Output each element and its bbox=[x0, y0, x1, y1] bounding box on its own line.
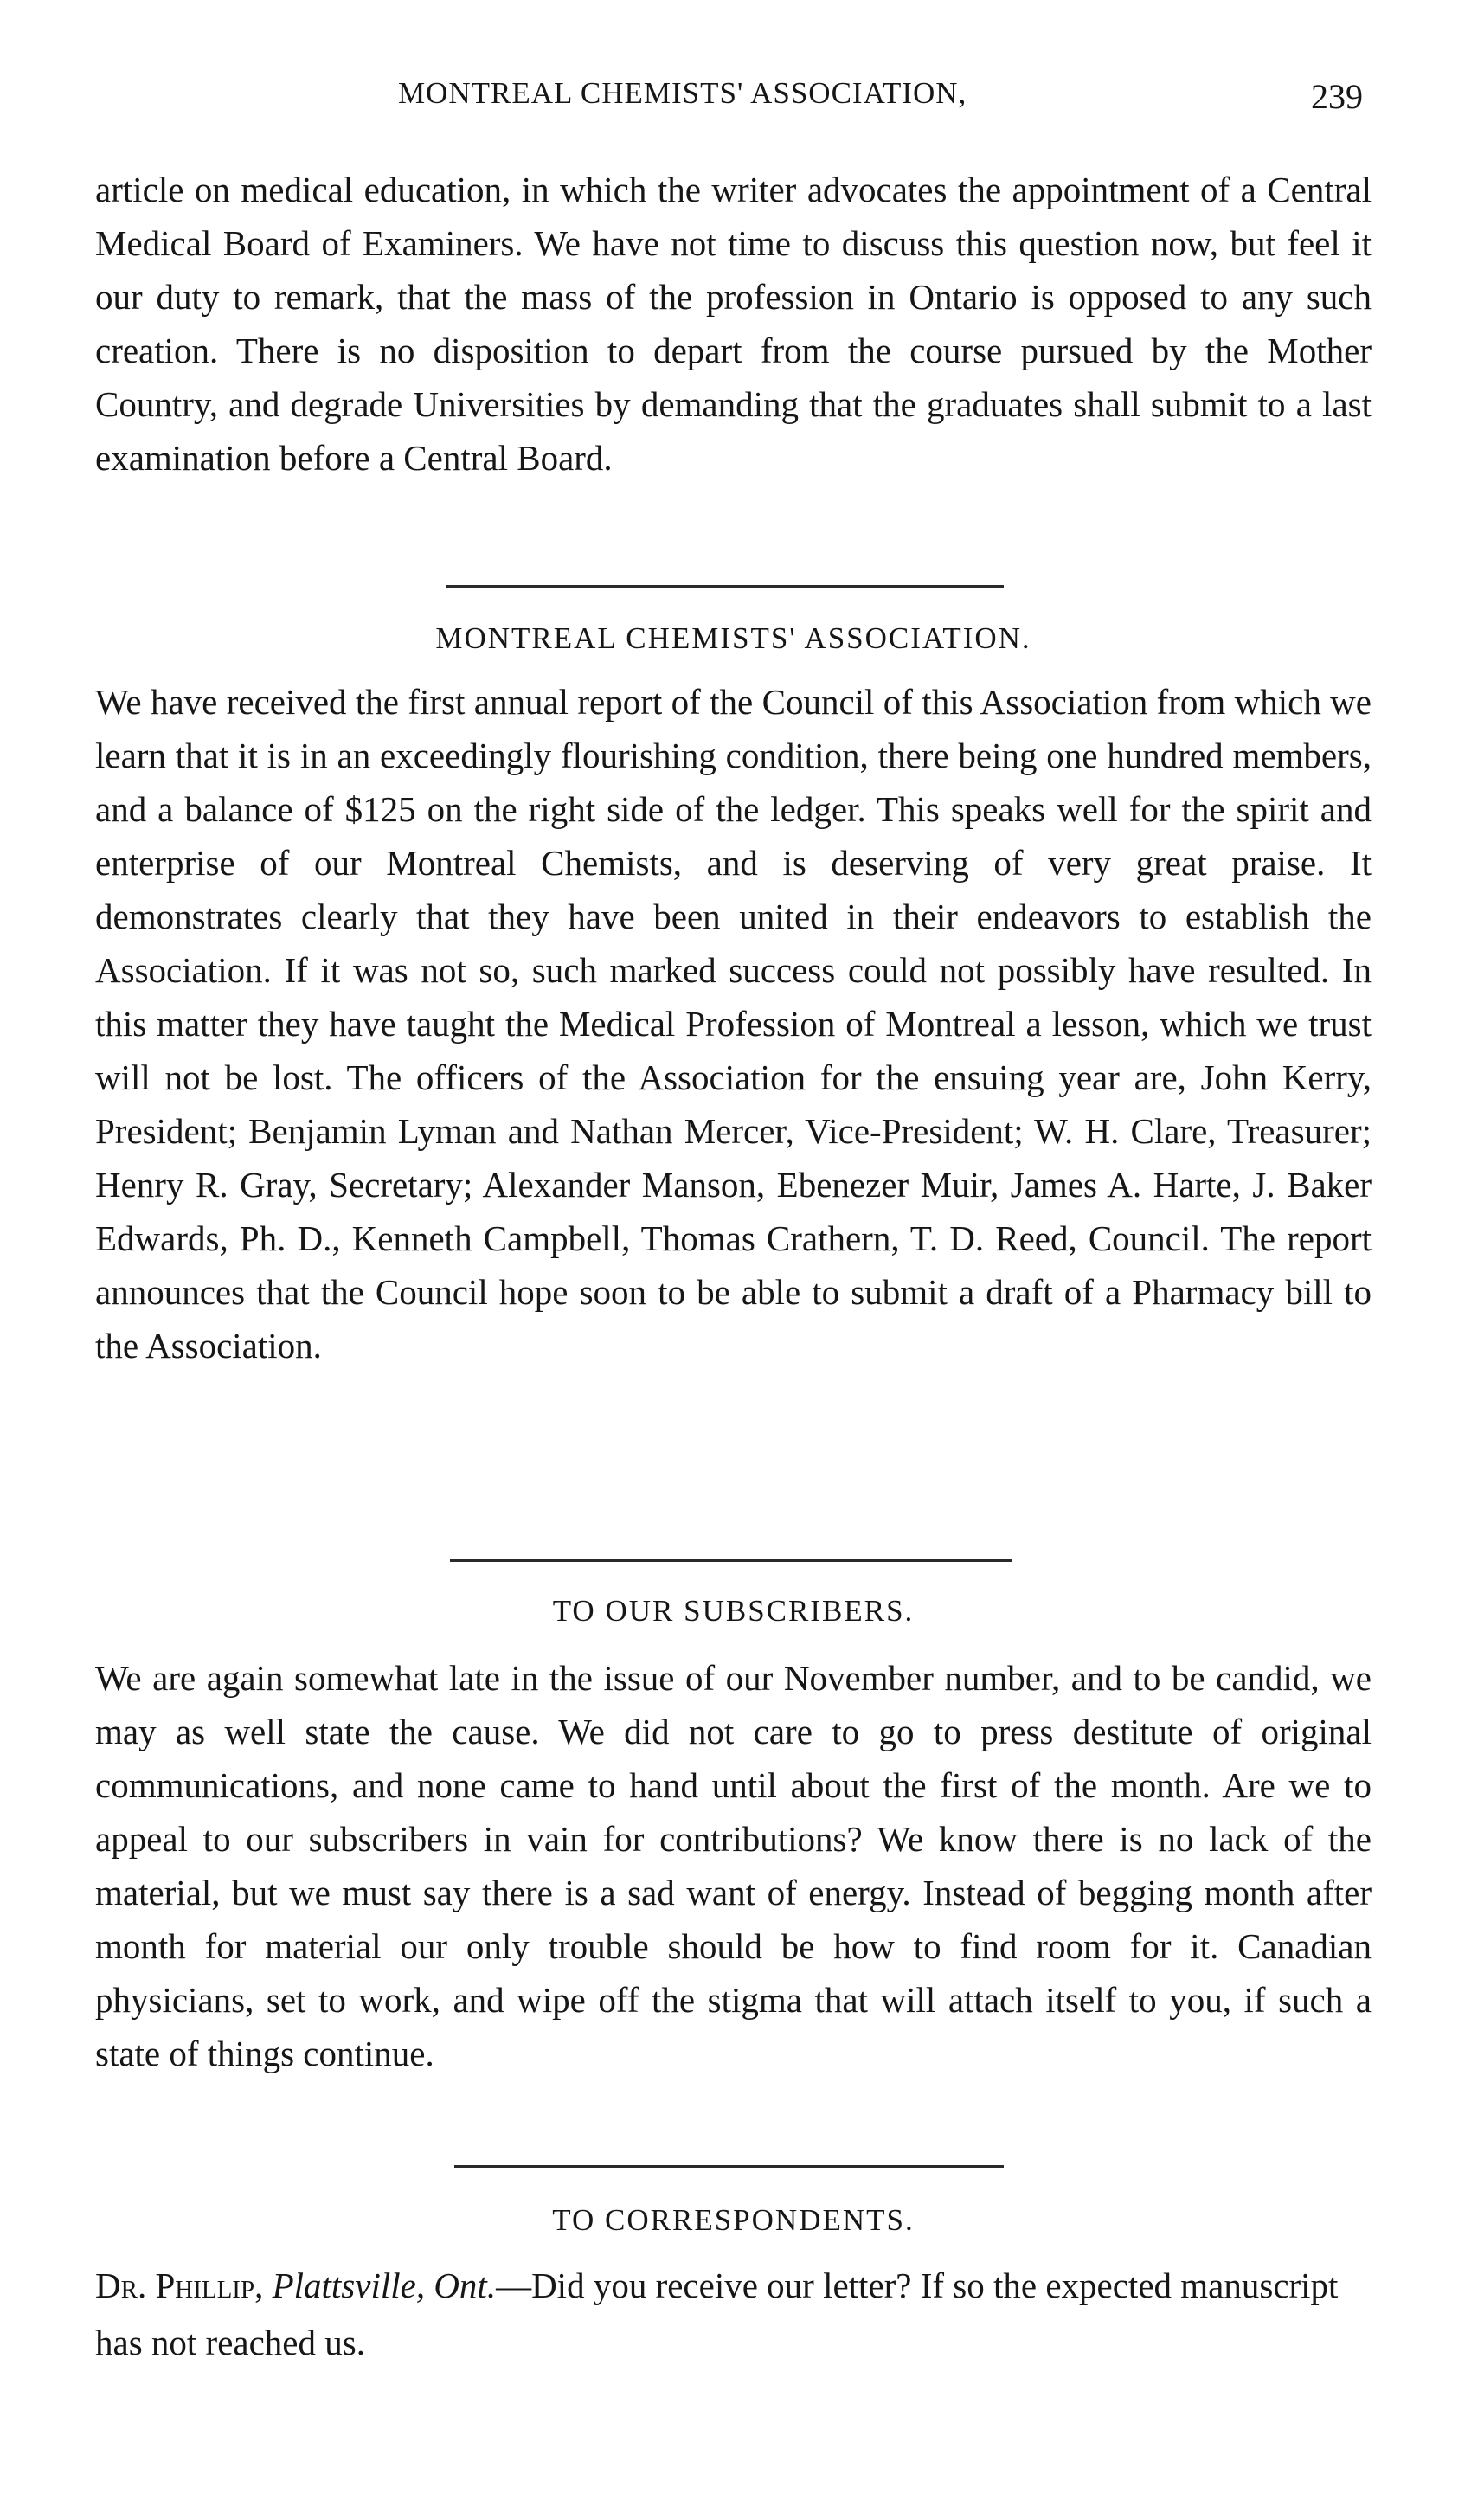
intro-paragraph bbox=[95, 163, 1372, 485]
page-number: 239 bbox=[1311, 77, 1363, 116]
running-head bbox=[95, 76, 1372, 128]
running-title: MONTREAL CHEMISTS' ASSOCIATION, bbox=[398, 76, 967, 110]
section-title-subscribers: TO OUR SUBSCRIBERS. bbox=[552, 1594, 915, 1628]
correspondent-name: Dr. Phillip, bbox=[95, 2265, 264, 2305]
correspondent-text: —Did you receive our letter? If so the expected manuscript has not reached us. bbox=[95, 2265, 1339, 2362]
correspondent-place: Plattsville, Ont. bbox=[272, 2265, 497, 2305]
section-title-chemists: MONTREAL CHEMISTS' ASSOCIATION. bbox=[435, 621, 1031, 655]
intro-text: article on medical education, in which the writer advocates the appointment of a Central Medical Board of Examiners. We have not time to discuss this question now, but feel it our duty to remark, that the mass of the profession in Ontario is opposed to any such creation. There is no disposition to depart from the course pursued by the Mother Country, and degrade Universities by demanding that the graduates shall submit to a last examination before a Central Board. bbox=[95, 170, 1372, 478]
subscribers-paragraph bbox=[95, 1651, 1372, 2080]
section-divider bbox=[446, 585, 1004, 588]
section-divider bbox=[450, 1559, 1012, 1562]
chemists-paragraph bbox=[95, 675, 1372, 1372]
correspondents-paragraph bbox=[95, 2257, 1372, 2371]
chemists-text: We have received the first annual report of the Council of this Association from which we learn that it is in an exceedingly flourishing condition, there being one hundred members, and a balance of $125 on the right side of the ledger. This speaks well for the spirit and enterprise of our Montreal Chemists, and is deserving of very great praise. It demonstrates clearly that they have been united in their endeavors to establish the Association. If it was not so, such marked success could not possibly have resulted. In this matter they have taught the Medical Profession of Montreal a lesson, which we trust will not be lost. The officers of the Association for the ensuing year are, John Kerry, President; Benjamin Lyman and Nathan Mercer, Vice-President; W. H. Clare, Treasurer; Henry R. Gray, Secretary; Alexander Manson, Ebenezer Muir, James A. Harte, J. Baker Edwards, Ph. D., Kenneth Campbell, Thomas Crathern, T. D. Reed, Council. The report announces that the Council hope soon to be able to submit a draft of a Pharmacy bill to the Association. bbox=[95, 682, 1372, 1366]
section-divider bbox=[454, 2165, 1004, 2168]
section-title-correspondents: TO CORRESPONDENTS. bbox=[552, 2203, 915, 2237]
subscribers-text: We are again somewhat late in the issue of our November number, and to be candid, we may as well state the cause. We did not care to go to press destitute of original communications, and none came to hand until about the first of the month. Are we to appeal to our subscribers in vain for contributions? We know there is no lack of the material, but we must say there is a sad want of energy. Instead of begging month after month for material our only trouble should be how to find room for it. Canadian physicians, set to work, and wipe off the stigma that will attach itself to you, if such a state of things continue. bbox=[95, 1658, 1372, 2073]
